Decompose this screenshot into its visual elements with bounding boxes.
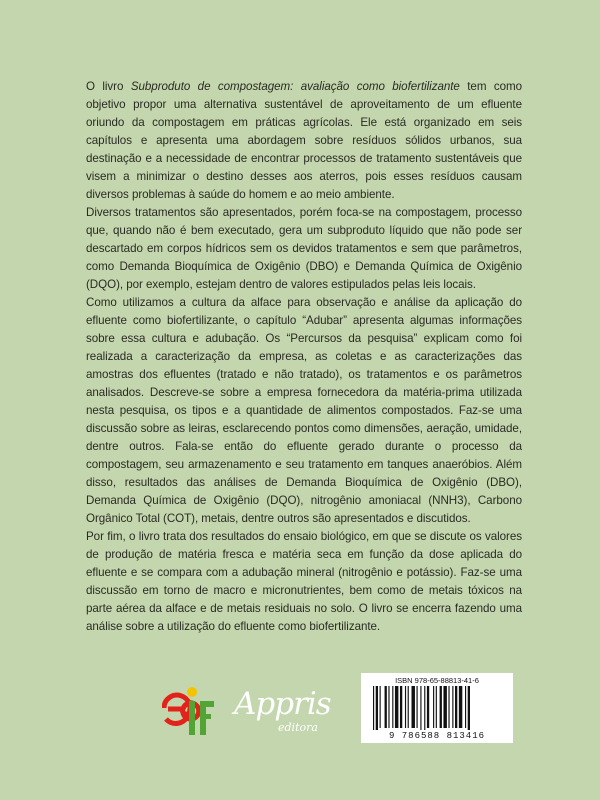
barcode-bar <box>388 686 389 728</box>
barcode-bar <box>373 686 374 730</box>
barcode-bar <box>455 686 457 728</box>
synopsis-text <box>86 78 522 636</box>
barcode-bar <box>400 686 402 728</box>
barcode-bar <box>376 686 378 730</box>
paragraph-4: Por fim, o livro trata dos resultados do ensaio biológico, em que se discute os valores de produção de matéria fresca e matéria seca em função da dose aplicada do efluente e se compara com a adubação mineral (nitrogênio e potássio). Faz-se uma discussão em torno de macro e micronutrientes, bem como de metais tóxicos na parte aérea da alface e de metais residuais no solo. O livro se encerra fazendo uma análise sobre a utilização do efluente como biofertilizante. <box>86 530 522 633</box>
barcode-bar <box>465 686 466 728</box>
paragraph-1 <box>86 78 522 204</box>
barcode-bar <box>420 686 421 730</box>
barcode-bar <box>385 686 387 728</box>
barcode-bar <box>405 686 406 728</box>
appris-logo-word: Appris <box>234 686 331 722</box>
barcode-bar <box>412 686 415 728</box>
barcode-bar <box>395 686 398 728</box>
barcode-bar <box>417 686 418 728</box>
barcode-bars <box>371 686 503 730</box>
barcode-bar <box>468 686 470 730</box>
barcode-bar <box>459 686 462 728</box>
paragraph-1-rest: tem como objetivo propor uma alternativa sustentável de aproveitamento de um efluente oriundo da compostagem em práticas agrícolas. Ele está organizado em seis capítulos e apresenta uma abordagem sobre resíduos sólidos urbanos, sua destinação e a necessidade de encontrar processos de tratamento sustentáveis que visem a minimizar o destino desses aos aterros, pois esses resíduos causam diversos problemas à saúde do homem e ao meio ambiente. <box>86 80 522 201</box>
paragraph-2: Diversos tratamentos são apresentados, porém foca-se na compostagem, processo que, quando não é bem executado, gera um subproduto líquido que não pode ser descartado em corpos hídricos sem os devidos tratamentos e sem que parâmetros, como Demanda Bioquímica de Oxigênio (DBO) e Demanda Química de Oxigênio (DQO), por exemplo, estejam dentro de valores estipulados pelas leis locais. <box>86 206 522 291</box>
book-title: Subproduto de compostagem: avaliação como biofertilizante <box>130 80 460 93</box>
barcode-bar <box>392 686 393 728</box>
barcode-bar <box>440 686 442 728</box>
barcode-bar <box>433 686 434 728</box>
barcode-bar <box>408 686 409 728</box>
editora-logo-word: editora <box>278 721 318 734</box>
publisher-logos <box>162 686 352 744</box>
barcode-bar <box>427 686 429 728</box>
barcode-bar <box>452 686 453 728</box>
barcode-bar <box>443 686 446 728</box>
barcode-bar <box>380 686 381 728</box>
isbn-barcode <box>361 673 513 743</box>
barcode-bar <box>424 686 425 730</box>
paragraph-3: Como utilizamos a cultura da alface para observação e análise da aplicação do efluente como biofertilizante, o capítulo “Adubar” apresenta algumas informações sobre essa cultura e adubação. Os “Percursos da pesquisa” explicam como foi realizada a caracterização da empresa, as coletas e as caracterizações das amostras dos efluentes (tratado e não tratado), os tratamentos e os parâmetros analisados. Descreve-se sobre a empresa fornecedora da matéria-prima utilizada nesta pesquisa, os tipos e a quantidade de alimentos compostados. Faz-se uma discussão sobre as leiras, esclarecendo pontos como dimensões, aeração, umidade, dentre outros. Fala-se então do efluente gerado durante o processo da compostagem, seu armazenamento e seu tratamento em tanques anaeróbios. Além disso, resultados das análises de Demanda Bioquímica de Oxigênio (DBO), Demanda Química de Oxigênio (DQO), nitrogênio amoniacal (NNH3), Carbono Orgânico Total (COT), metais, dentre outros são apresentados e discutidos. <box>86 296 522 525</box>
barcode-bar <box>436 686 437 728</box>
barcode-number: 9 786588 813416 <box>388 731 485 741</box>
barcode-bar <box>448 686 449 728</box>
appris-editora-logo <box>234 686 350 742</box>
isbn-label: ISBN 978-65-88813-41-6 <box>395 676 479 685</box>
eif-logo <box>162 686 216 738</box>
paragraph-1-intro: O livro <box>86 80 131 93</box>
